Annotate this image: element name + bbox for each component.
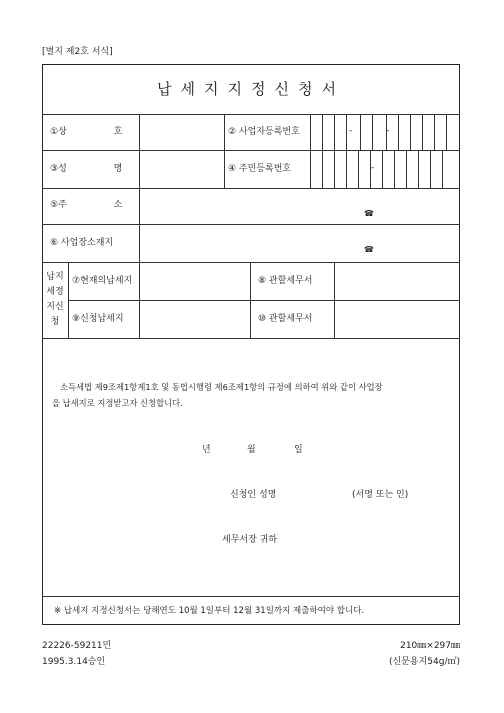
- form-title: 납세지지정신청서: [157, 80, 345, 98]
- resident-reg-no-separator: -: [371, 163, 375, 173]
- current-tax-place-input[interactable]: [140, 263, 249, 299]
- paper-spec: (신문용지54g/㎡): [389, 657, 460, 667]
- form-code: 22226-59211민: [42, 641, 112, 651]
- phone-icon: ☎: [364, 245, 374, 254]
- form-number-label: [별지 제2호 서식]: [42, 47, 113, 57]
- trade-name-input[interactable]: [140, 115, 223, 149]
- current-tax-office-input[interactable]: [335, 263, 459, 299]
- footnote: ※ 납세지 지정신청서는 당해연도 10월 1일부터 12월 31일까지 제출하여야 합니다.: [54, 606, 365, 616]
- business-reg-no-separator: -: [349, 126, 353, 136]
- rule: [224, 114, 225, 188]
- name-label: ③ 성 명: [50, 164, 145, 174]
- requested-tax-office-label: ⑩ 관할세무서: [258, 314, 313, 324]
- resident-reg-no-label: ④ 주민등록번호: [228, 164, 292, 174]
- addressee: 세무서장 귀하: [222, 535, 278, 545]
- date-day-label: 일: [294, 445, 303, 455]
- trade-name-label: ① 상 호: [50, 127, 145, 137]
- statement-line: 을 납세지로 지정받고자 신청합니다.: [52, 398, 183, 408]
- rule: [42, 596, 460, 597]
- current-tax-place-label: ⑦현재의납세지: [72, 276, 133, 286]
- address-label: ⑤ 주 소: [50, 200, 145, 210]
- requested-tax-office-input[interactable]: [335, 301, 459, 337]
- current-tax-office-label: ⑧ 관할세무서: [258, 276, 313, 286]
- approval-date: 1995.3.14승인: [42, 657, 106, 667]
- date-month-label: 월: [247, 445, 256, 455]
- requested-tax-place-label: ⑨신청납세지: [72, 314, 124, 324]
- business-reg-no-input[interactable]: [311, 115, 459, 149]
- rule: [42, 338, 460, 339]
- date-year-label: 년: [202, 445, 211, 455]
- address-input[interactable]: [140, 189, 358, 223]
- business-location-input[interactable]: [140, 225, 358, 261]
- resident-reg-no-input[interactable]: [311, 151, 459, 187]
- applicant-name-label: 신청인 성명: [230, 490, 277, 500]
- rule: [68, 262, 69, 338]
- signature-note: (서명 또는 인): [352, 490, 409, 500]
- name-input[interactable]: [140, 151, 223, 187]
- rule: [250, 262, 251, 338]
- tax-place-group-label: 납지 세정 지신 청: [46, 272, 64, 327]
- business-location-label: ⑥ 사업장소재지: [50, 238, 114, 248]
- statement-line: 소득세법 제9조제1항제1호 및 동법시행령 제6조제1항의 규정에 의하여 위와 같이 사업장: [60, 382, 383, 392]
- paper-size: 210㎜×297㎜: [400, 641, 460, 651]
- requested-tax-place-input[interactable]: [140, 301, 249, 337]
- applicant-name-input[interactable]: [290, 484, 348, 504]
- business-reg-no-separator: -: [386, 126, 390, 136]
- phone-icon: ☎: [364, 209, 374, 218]
- business-reg-no-label: ② 사업자등록번호: [228, 127, 300, 137]
